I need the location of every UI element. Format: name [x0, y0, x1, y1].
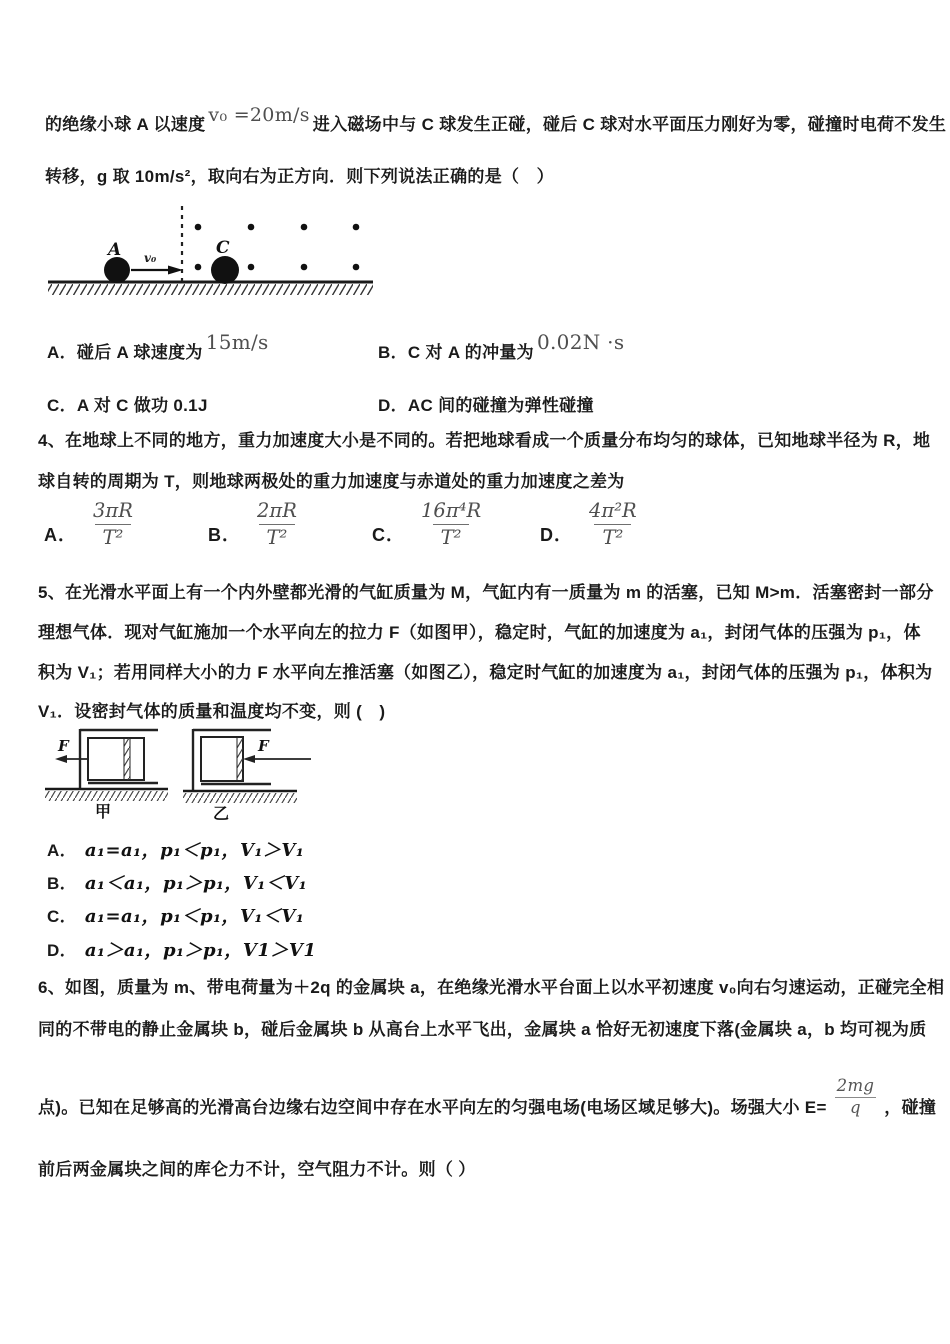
q5-line3: 积为 V₁；若用同样大小的力 F 水平向左推活塞（如图乙），稳定时气缸的加速度为 a₁，封闭气体的压强为 p₁，体积为 — [38, 663, 933, 682]
fraction-numerator: 3πR — [93, 499, 133, 522]
q6-line4: 前后两金属块之间的库仑力不计，空气阻力不计。则（ ） — [38, 1160, 476, 1179]
q4-option-a — [44, 500, 137, 550]
ball-c-label: C — [216, 238, 230, 258]
q6-line3-after: ，碰撞 — [884, 1098, 937, 1117]
velocity-arrow-head — [168, 266, 183, 275]
q4-option-d-fraction — [585, 500, 641, 550]
caption-yi: 乙 — [213, 806, 230, 822]
q5-option-a-label: A． — [47, 841, 77, 860]
q3-option-b — [378, 330, 627, 363]
q4-line1: 4、在地球上不同的地方，重力加速度大小是不同的。若把地球看成一个质量分布均匀的球体，已知地球半径为 R，地 — [38, 431, 931, 450]
fraction-numerator: 2πR — [257, 499, 297, 522]
q3-option-c-text: A 对 C 做功 0.1J — [76, 396, 208, 415]
collision-figure — [45, 200, 380, 300]
q4-option-b-fraction — [253, 500, 301, 550]
q6-line3 — [38, 1076, 937, 1139]
q4-option-d — [540, 500, 641, 550]
q4-option-c-fraction — [417, 500, 485, 550]
q3-option-c — [47, 391, 208, 416]
q3-option-a-text: 碰后 A 球速度为 — [76, 343, 203, 362]
cylinder-jia — [45, 729, 168, 821]
fraction-numerator: 2mg — [836, 1076, 875, 1095]
q5-option-b-label: B． — [47, 874, 77, 893]
fraction-denominator: T² — [259, 524, 296, 549]
q3-v0-formula: v₀ =20m/s — [208, 104, 310, 126]
q4-option-b — [208, 500, 301, 550]
ground-hatch — [183, 793, 297, 803]
fraction-numerator: 16π⁴R — [421, 499, 482, 522]
q3-option-a — [47, 330, 272, 363]
q5-line2: 理想气体．现对气缸施加一个水平向左的拉力 F（如图甲），稳定时，气缸的加速度为 a₁，封闭气体的压强为 p₁，体 — [38, 623, 921, 642]
q5-option-d-label: D． — [47, 941, 77, 960]
q3-option-b-formula: 0.02N ·s — [536, 330, 625, 354]
cylinder-yi — [183, 729, 311, 822]
q3-intro-line1-after: 进入磁场中与 C 球发生正碰，碰后 C 球对水平面压力刚好为零，碰撞时电荷不发生 — [312, 115, 947, 134]
cylinder-figure — [45, 718, 335, 822]
ground-hatch — [48, 284, 373, 295]
q6-line2: 同的不带电的静止金属块 b，碰后金属块 b 从高台上水平飞出，金属块 a 恰好无初速度下落(金属块 a，b 均可视为质 — [38, 1020, 927, 1039]
q5-line4: V₁．设密封气体的质量和温度均不变，则 ( ) — [38, 702, 386, 721]
q3-intro-line2: 转移，g 取 10m/s²，取向右为正方向．则下列说法正确的是（ ） — [45, 167, 554, 186]
q5-option-d-expr: a₁＞a₁，p₁＞p₁，V1＞V1 — [84, 940, 317, 961]
velocity-label: v₀ — [144, 251, 157, 265]
q5-option-d — [47, 936, 316, 962]
fraction-denominator: T² — [594, 524, 631, 549]
q4-option-a-fraction — [89, 500, 137, 550]
piston — [237, 737, 243, 781]
q5-option-c-label: C． — [47, 907, 77, 926]
q5-option-c-expr: a₁=a₁，p₁＜p₁，V₁＜V₁ — [84, 906, 305, 927]
force-arrow-head — [55, 755, 67, 763]
force-label: F — [58, 737, 69, 755]
gas-chamber — [88, 738, 144, 780]
q3-option-b-label: B． — [378, 343, 408, 362]
q4-option-c — [372, 500, 485, 550]
q3-option-d-label: D． — [378, 396, 408, 415]
caption-jia: 甲 — [95, 804, 112, 821]
fraction-denominator: q — [835, 1097, 877, 1118]
q4-option-c-label: C． — [372, 524, 405, 545]
q5-option-b — [47, 869, 307, 895]
q5-option-a-expr: a₁=a₁，p₁＜p₁，V₁＞V₁ — [84, 840, 305, 861]
q4-option-a-label: A． — [44, 524, 77, 545]
q6-field-strength-fraction — [835, 1077, 877, 1118]
q3-intro-line1-before: 的绝缘小球 A 以速度 — [45, 115, 206, 134]
q5-option-a — [47, 836, 304, 862]
q3-intro-line1 — [45, 104, 947, 135]
ball-c — [211, 256, 239, 284]
q3-option-c-label: C． — [47, 396, 77, 415]
fraction-numerator: 4π²R — [589, 499, 637, 522]
fraction-denominator: T² — [433, 524, 470, 549]
q3-option-d — [378, 391, 594, 416]
q3-option-a-label: A． — [47, 343, 77, 362]
q6-line3-before: 点)。已知在足够高的光滑高台边缘右边空间中存在水平向左的匀强电场(电场区域足够大)。场强大小 E= — [38, 1098, 827, 1117]
fraction-denominator: T² — [95, 524, 132, 549]
q3-option-a-formula: 15m/s — [205, 330, 269, 354]
q3-option-b-text: C 对 A 的冲量为 — [407, 343, 534, 362]
ball-a-label: A — [108, 240, 122, 260]
piston — [124, 738, 130, 780]
q5-option-c — [47, 902, 304, 928]
q6-line1: 6、如图，质量为 m、带电荷量为＋2q 的金属块 a，在绝缘光滑水平台面上以水平初速度 v₀向右匀速运动，正碰完全相 — [38, 978, 945, 997]
q4-line2: 球自转的周期为 T，则地球两极处的重力加速度与赤道处的重力加速度之差为 — [38, 472, 625, 491]
force-arrow-head — [243, 755, 255, 763]
q4-option-d-label: D． — [540, 524, 573, 545]
q3-option-d-text: AC 间的碰撞为弹性碰撞 — [407, 396, 594, 415]
ground-hatch — [45, 791, 168, 801]
q5-option-b-expr: a₁＜a₁，p₁＞p₁，V₁＜V₁ — [84, 873, 308, 894]
force-label: F — [258, 737, 269, 755]
q4-option-b-label: B． — [208, 524, 241, 545]
ball-a — [104, 257, 130, 283]
q5-line1: 5、在光滑水平面上有一个内外壁都光滑的气缸质量为 M，气缸内有一质量为 m 的活塞，已知 M>m．活塞密封一部分 — [38, 583, 934, 602]
